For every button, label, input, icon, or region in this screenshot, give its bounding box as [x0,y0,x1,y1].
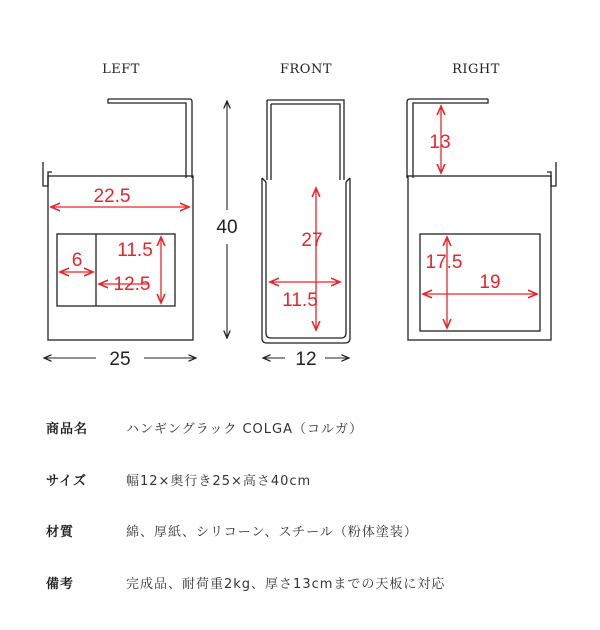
view-label-left: LEFT [102,62,140,77]
front-view [262,100,350,370]
spec-value: 完成品、耐荷重2kg、厚さ13cmまでの天板に対応 [126,577,446,592]
spec-row-material [0,521,600,551]
view-label-front: FRONT [279,62,333,77]
dim-left-pocket-height: 11.5 [117,240,153,261]
dim-right-pocket-height: 17.5 [425,252,463,273]
spec-row-product-name [0,418,600,448]
spec-key: 商品名 [46,422,89,437]
spec-value: 綿、厚紙、シリコーン、スチール（粉体塗装） [126,525,418,540]
dim-left-pocket-depth: 12.5 [113,274,151,295]
dim-front-inner-height: 27 [301,230,323,251]
spec-row-size [0,470,600,500]
left-view [43,99,196,370]
spec-key: 材質 [46,525,75,540]
view-label-right: RIGHT [452,62,500,77]
spec-value: ハンギングラック COLGA（コルガ） [126,422,364,437]
dim-right-pocket-width: 19 [479,272,501,293]
spec-key: 備考 [46,577,75,592]
spec-row-notes [0,573,600,603]
dim-left-pocket-width: 6 [71,250,83,271]
spec-key: サイズ [46,474,87,489]
spec-value: 幅12×奥行き25×高さ40cm [126,474,312,489]
dim-height-total: 40 [216,217,238,238]
right-view [407,99,556,340]
dim-left-total-width: 25 [109,349,131,370]
dim-front-inner-width: 11.5 [282,290,318,311]
height-dimension [216,101,237,338]
dim-front-total-width: 12 [295,349,317,370]
dim-left-inner-width: 22.5 [93,186,131,207]
dim-right-hook-depth: 13 [429,132,451,153]
